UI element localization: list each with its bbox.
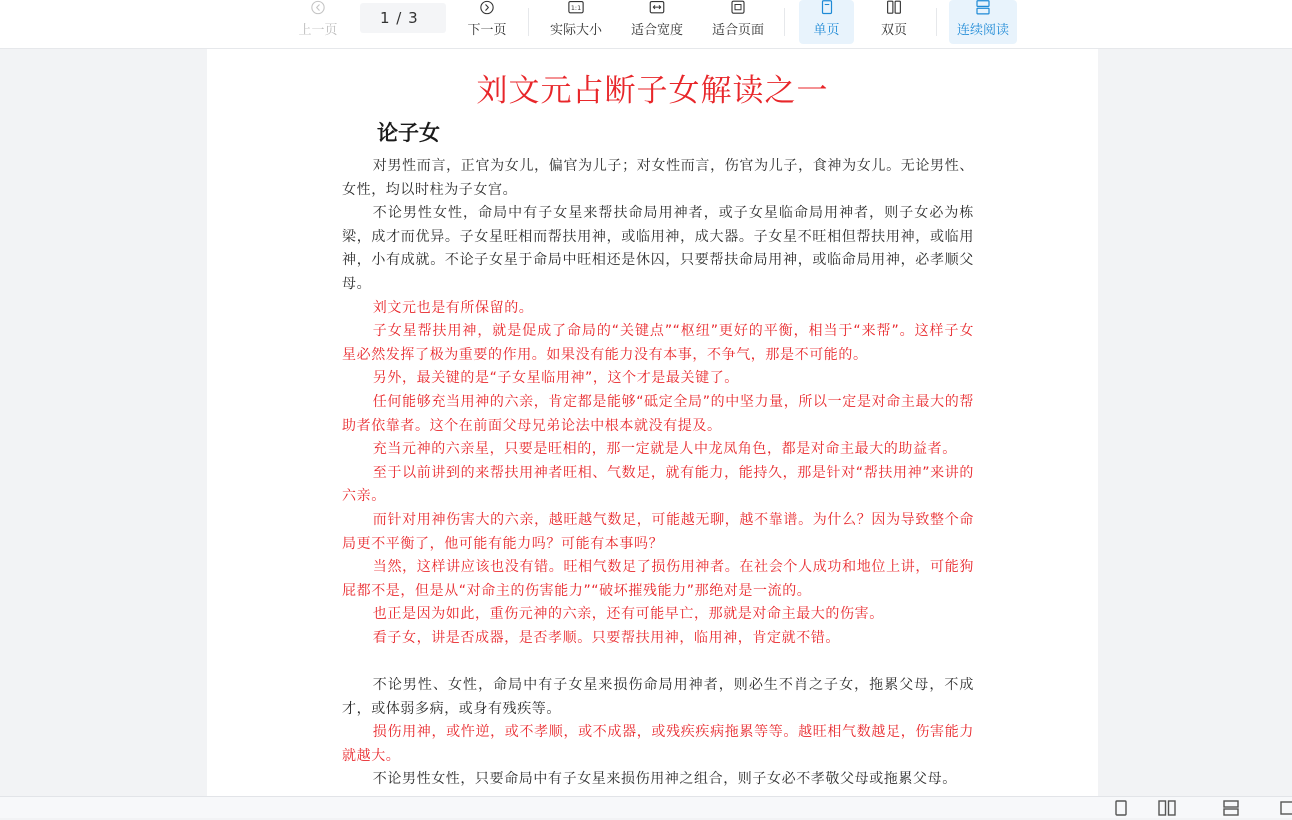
- actual-size-button[interactable]: [544, 0, 608, 44]
- toolbar: [0, 0, 1292, 49]
- fit-page-icon: [727, 0, 749, 15]
- chevron-left-circle-icon: [307, 0, 329, 15]
- fit-width-icon: [646, 0, 668, 15]
- status-bar: [0, 796, 1292, 818]
- document-viewer[interactable]: [0, 49, 1292, 796]
- paragraph: 看子女，讲是否成器，是否孝顺。只要帮扶用神，临用神，肯定就不错。: [372, 629, 840, 646]
- double-page-icon: [883, 0, 905, 15]
- section-heading: 论子女: [377, 121, 440, 145]
- continuous-reading-icon[interactable]: [1222, 800, 1240, 820]
- next-page-button[interactable]: [455, 0, 519, 44]
- continuous-reading-icon: [972, 0, 994, 15]
- paragraph: 另外，最关键的是“子女星临用神”，这个才是最关键了。: [372, 370, 739, 387]
- paragraph: 至于以前讲到的来帮扶用神者旺相、气数足，就有能力，能持久，那是针对“帮扶用神”来讲的六亲。: [342, 464, 974, 505]
- single-page-button[interactable]: [799, 0, 854, 44]
- svg-text:1:1: 1:1: [570, 4, 582, 13]
- blank-line: [342, 650, 974, 674]
- paragraph: 损伤用神，或忤逆，或不孝顺，或不成器，或残疾疾病拖累等等。越旺相气数越足，伤害能力就越大。: [342, 724, 974, 764]
- fit-width-label: 适合宽度: [630, 23, 683, 38]
- chevron-right-circle-icon: [476, 0, 498, 15]
- double-page-icon[interactable]: [1158, 800, 1176, 820]
- paragraph: 刘文元也是有所保留的。: [372, 299, 534, 316]
- paragraph: 不论男性、女性，命局中有子女星来损伤命局用神者，则必生不肖之子女，拖累父母，不成才，或体弱多病，或身有残疾等。: [342, 677, 974, 717]
- single-page-icon[interactable]: [1113, 800, 1129, 820]
- paragraph: 而针对用神伤害大的六亲，越旺越气数足，可能越无聊，越不靠谱。为什么？因为导致整个命局更不平衡了，他可能有能力吗？可能有本事吗？: [342, 511, 974, 552]
- paragraph: 当然，这样讲应该也没有错。旺相气数足了损伤用神者。在社会个人成功和地位上讲，可能狗屁都不是，但是从“对命主的伤害能力”“破坏摧残能力”那绝对是一流的。: [342, 559, 974, 599]
- paragraph: 不论男性女性，只要命局中有子女星来损伤用神之组合，则子女必不孝敬父母或拖累父母。: [372, 771, 957, 788]
- double-page-button[interactable]: [866, 0, 922, 44]
- paragraph: 任何能够充当用神的六亲，肯定都是能够“砥定全局”的中坚力量，所以一定是对命主最大的帮助者依靠者。这个在前面父母兄弟论法中根本就没有提及。: [342, 393, 974, 434]
- prev-page-label: 上一页: [298, 23, 338, 38]
- fit-width-button[interactable]: [625, 0, 689, 44]
- double-page-label: 双页: [880, 23, 907, 38]
- toolbar-divider: [784, 8, 785, 36]
- paragraph: 不论男性女性，命局中有子女星来帮扶命局用神者，或子女星临命局用神者，则子女必为栋梁，成才而优异。子女星旺相而帮扶用神，或临用神，成大器。子女星不旺相但帮扶用神，或临用神，小有成就。不论子女星于命局中旺相还是休囚，只要帮扶命局用神，或临命局用神，必孝顺父母。: [342, 205, 974, 292]
- prev-page-button[interactable]: [286, 0, 350, 44]
- fullscreen-icon[interactable]: [1280, 800, 1292, 820]
- paragraph: 充当元神的六亲星，只要是旺相的，那一定就是人中龙凤角色，都是对命主最大的助益者。: [372, 441, 957, 458]
- paragraph: 对男性而言，正官为女儿，偏官为儿子；对女性而言，伤官为儿子，食神为女儿。无论男性、女性，均以时柱为子女宫。: [342, 158, 974, 198]
- document-title: 刘文元占断子女解读之一: [476, 73, 829, 109]
- continuous-reading-button[interactable]: [949, 0, 1017, 44]
- fit-page-button[interactable]: [706, 0, 770, 44]
- document-page: [207, 49, 1098, 796]
- continuous-reading-label: 连续阅读: [956, 23, 1009, 38]
- actual-size-icon: [565, 0, 587, 15]
- toolbar-divider: [528, 8, 529, 36]
- page-number-input[interactable]: 1 / 3: [360, 3, 446, 33]
- single-page-icon: [816, 0, 838, 15]
- paragraph: 也正是因为如此，重伤元神的六亲，还有可能早亡，那就是对命主最大的伤害。: [372, 606, 884, 623]
- next-page-label: 下一页: [467, 23, 507, 38]
- paragraph: 子女星帮扶用神，就是促成了命局的“关键点”“枢纽”更好的平衡，相当于“来帮”。这样子女星必然发挥了极为重要的作用。如果没有能力没有本事，不争气，那是不可能的。: [342, 323, 974, 363]
- actual-size-label: 实际大小: [549, 23, 602, 38]
- single-page-label: 单页: [813, 23, 840, 38]
- toolbar-divider: [936, 8, 937, 36]
- document-body: [342, 155, 974, 792]
- fit-page-label: 适合页面: [711, 23, 764, 38]
